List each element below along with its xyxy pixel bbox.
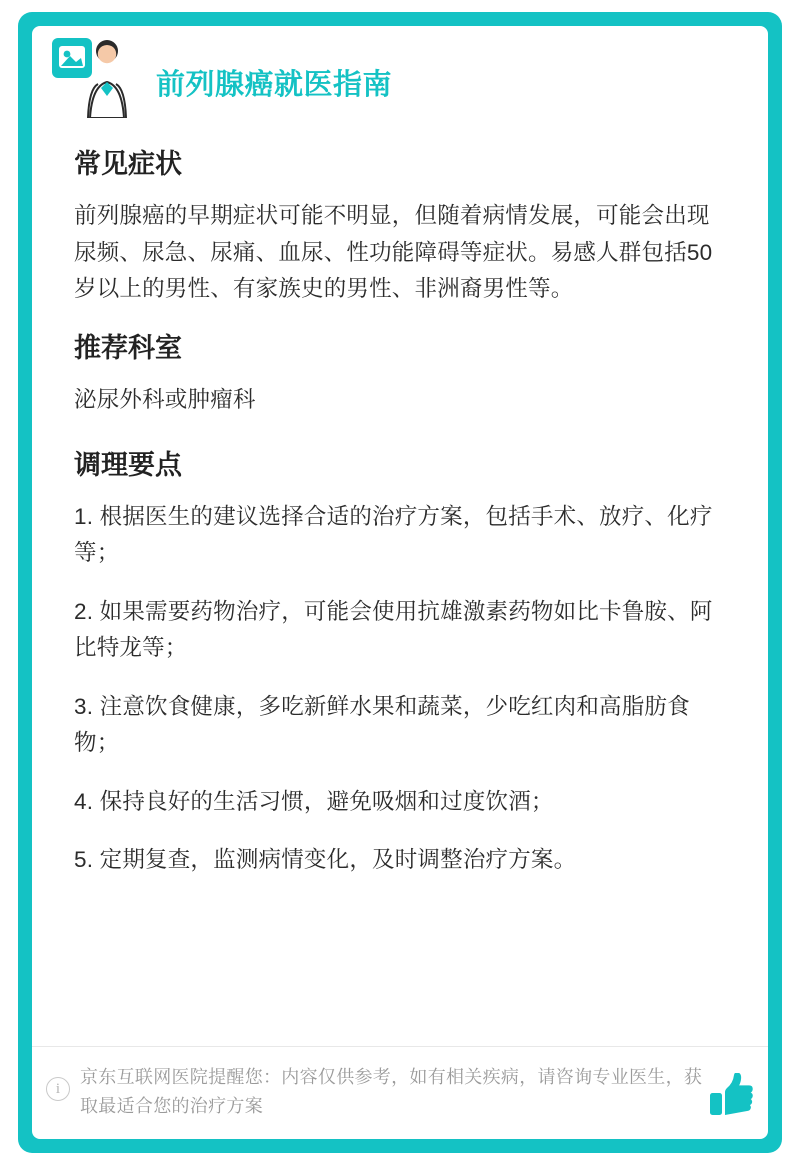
disclaimer-text: 京东互联网医院提醒您：内容仅供参考，如有相关疾病，请咨询专业医生，获取最适合您的治疗方案: [80, 1067, 703, 1117]
list-item: 1. 根据医生的建议选择合适的治疗方案，包括手术、放疗、化疗等；: [74, 503, 713, 566]
card-inner: [32, 26, 768, 1139]
list-item: 3. 注意饮食健康，多吃新鲜水果和蔬菜，少吃红肉和高脂肪食物；: [74, 693, 690, 756]
page-title: 前列腺癌就医指南: [156, 69, 393, 101]
department-paragraph: 泌尿外科或肿瘤科: [74, 387, 256, 413]
guide-content: [32, 118, 768, 878]
info-icon: i: [46, 1077, 70, 1101]
symptoms-paragraph: 前列腺癌的早期症状可能不明显，但随着病情发展，可能会出现尿频、尿急、尿痛、血尿、性功能障碍等症状。易感人群包括50岁以上的男性、有家族史的男性、非洲裔男性等。: [74, 203, 713, 302]
section-heading-department: 推荐科室: [74, 332, 182, 363]
section-heading-symptoms: 常见症状: [74, 149, 182, 179]
list-item: 5. 定期复查，监测病情变化，及时调整治疗方案。: [74, 846, 577, 872]
doctor-illustration-icon: [50, 34, 142, 118]
card-header: [32, 26, 768, 118]
thumbs-up-icon[interactable]: [708, 1073, 754, 1117]
guide-card: [18, 12, 782, 1153]
list-item: 4. 保持良好的生活习惯，避免吸烟和过度饮酒；: [74, 788, 554, 814]
section-heading-care-tips: 调理要点: [74, 449, 182, 480]
list-item: 2. 如果需要药物治疗，可能会使用抗雄激素药物如比卡鲁胺、阿比特龙等；: [74, 598, 713, 661]
card-footer: [32, 1047, 768, 1139]
